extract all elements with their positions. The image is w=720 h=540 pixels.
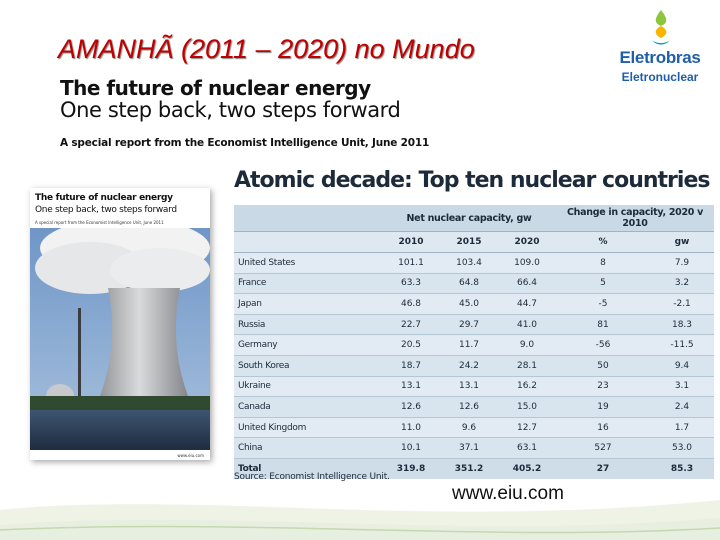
country-cell: France	[234, 273, 382, 294]
country-cell: United States	[234, 253, 382, 274]
value-pct: 16	[556, 417, 650, 438]
country-cell: Germany	[234, 335, 382, 356]
value-2020: 41.0	[498, 314, 556, 335]
header-2020: 2020	[498, 232, 556, 253]
value-2010: 63.3	[382, 273, 440, 294]
cover-footer: www.eiu.com	[177, 453, 204, 458]
table-row	[234, 294, 714, 315]
country-cell: Canada	[234, 397, 382, 418]
total-gw: 85.3	[650, 458, 714, 478]
value-pct: 8	[556, 253, 650, 274]
value-gw: -11.5	[650, 335, 714, 356]
country-cell: South Korea	[234, 355, 382, 376]
value-2010: 13.1	[382, 376, 440, 397]
value-2010: 101.1	[382, 253, 440, 274]
cover-caption: A special report from the Economist Intelligence Unit, June 2011	[35, 220, 164, 225]
country-cell: China	[234, 438, 382, 459]
table-row	[234, 376, 714, 397]
value-2010: 20.5	[382, 335, 440, 356]
table-row	[234, 397, 714, 418]
footer-wave-decoration	[0, 470, 720, 540]
value-gw: 7.9	[650, 253, 714, 274]
header-change-capacity: Change in capacity, 2020 v 2010	[556, 205, 714, 232]
total-2010: 319.8	[382, 458, 440, 478]
value-2015: 29.7	[440, 314, 498, 335]
value-2015: 12.6	[440, 397, 498, 418]
value-2015: 11.7	[440, 335, 498, 356]
table-row	[234, 438, 714, 459]
value-2015: 103.4	[440, 253, 498, 274]
value-pct: 5	[556, 273, 650, 294]
value-2010: 22.7	[382, 314, 440, 335]
value-2015: 45.0	[440, 294, 498, 315]
header-2010: 2010	[382, 232, 440, 253]
value-2015: 9.6	[440, 417, 498, 438]
value-pct: -56	[556, 335, 650, 356]
value-2020: 12.7	[498, 417, 556, 438]
value-2010: 46.8	[382, 294, 440, 315]
country-cell: Russia	[234, 314, 382, 335]
table-row	[234, 253, 714, 274]
value-2015: 37.1	[440, 438, 498, 459]
cooling-tower-photo	[30, 228, 210, 450]
table-source: Source: Economist Intelligence Unit.	[234, 472, 390, 482]
table-row	[234, 417, 714, 438]
country-cell: United Kingdom	[234, 417, 382, 438]
value-gw: 3.1	[650, 376, 714, 397]
logo-brand: Eletrobras	[619, 48, 701, 67]
total-pct: 27	[556, 458, 650, 478]
value-pct: 81	[556, 314, 650, 335]
country-cell: Japan	[234, 294, 382, 315]
website-link[interactable]: www.eiu.com	[452, 483, 564, 504]
header-gw: gw	[650, 232, 714, 253]
slide-title: AMANHÃ (2011 – 2020) no Mundo	[58, 34, 475, 64]
header-2015: 2015	[440, 232, 498, 253]
value-2020: 28.1	[498, 355, 556, 376]
value-gw: 9.4	[650, 355, 714, 376]
eletrobras-logo-icon	[650, 10, 672, 46]
value-2020: 63.1	[498, 438, 556, 459]
value-pct: -5	[556, 294, 650, 315]
report-title: The future of nuclear energy	[60, 76, 371, 100]
total-2015: 351.2	[440, 458, 498, 478]
table-blank-cell	[234, 232, 382, 253]
value-pct: 23	[556, 376, 650, 397]
value-2015: 13.1	[440, 376, 498, 397]
total-label: Total	[234, 458, 382, 478]
table-title: Atomic decade: Top ten nuclear countries	[234, 168, 710, 193]
value-2015: 64.8	[440, 273, 498, 294]
table-row	[234, 273, 714, 294]
table-row	[234, 335, 714, 356]
report-subtitle: One step back, two steps forward	[60, 98, 401, 122]
value-gw: 18.3	[650, 314, 714, 335]
logo-subbrand: Eletronuclear	[621, 70, 699, 84]
value-pct: 19	[556, 397, 650, 418]
value-gw: 3.2	[650, 273, 714, 294]
total-2020: 405.2	[498, 458, 556, 478]
value-gw: -2.1	[650, 294, 714, 315]
value-gw: 2.4	[650, 397, 714, 418]
cover-subtitle: One step back, two steps forward	[35, 205, 177, 215]
value-2020: 15.0	[498, 397, 556, 418]
value-gw: 53.0	[650, 438, 714, 459]
table-group-header-row	[234, 205, 714, 232]
value-2020: 9.0	[498, 335, 556, 356]
value-2010: 18.7	[382, 355, 440, 376]
value-2010: 11.0	[382, 417, 440, 438]
table-year-header-row	[234, 232, 714, 253]
value-2010: 10.1	[382, 438, 440, 459]
value-2020: 44.7	[498, 294, 556, 315]
value-pct: 50	[556, 355, 650, 376]
value-2020: 16.2	[498, 376, 556, 397]
cover-title: The future of nuclear energy	[35, 193, 173, 203]
header-pct: %	[556, 232, 650, 253]
report-cover	[30, 188, 210, 460]
header-net-capacity: Net nuclear capacity, gw	[382, 205, 556, 232]
table-corner-cell	[234, 205, 382, 232]
value-pct: 527	[556, 438, 650, 459]
value-2015: 24.2	[440, 355, 498, 376]
value-2020: 66.4	[498, 273, 556, 294]
value-gw: 1.7	[650, 417, 714, 438]
table-row	[234, 355, 714, 376]
report-caption: A special report from the Economist Intelligence Unit, June 2011	[60, 137, 430, 149]
eletrobras-logo	[610, 8, 710, 86]
nuclear-capacity-table	[234, 205, 714, 479]
value-2010: 12.6	[382, 397, 440, 418]
value-2020: 109.0	[498, 253, 556, 274]
table-row	[234, 314, 714, 335]
country-cell: Ukraine	[234, 376, 382, 397]
